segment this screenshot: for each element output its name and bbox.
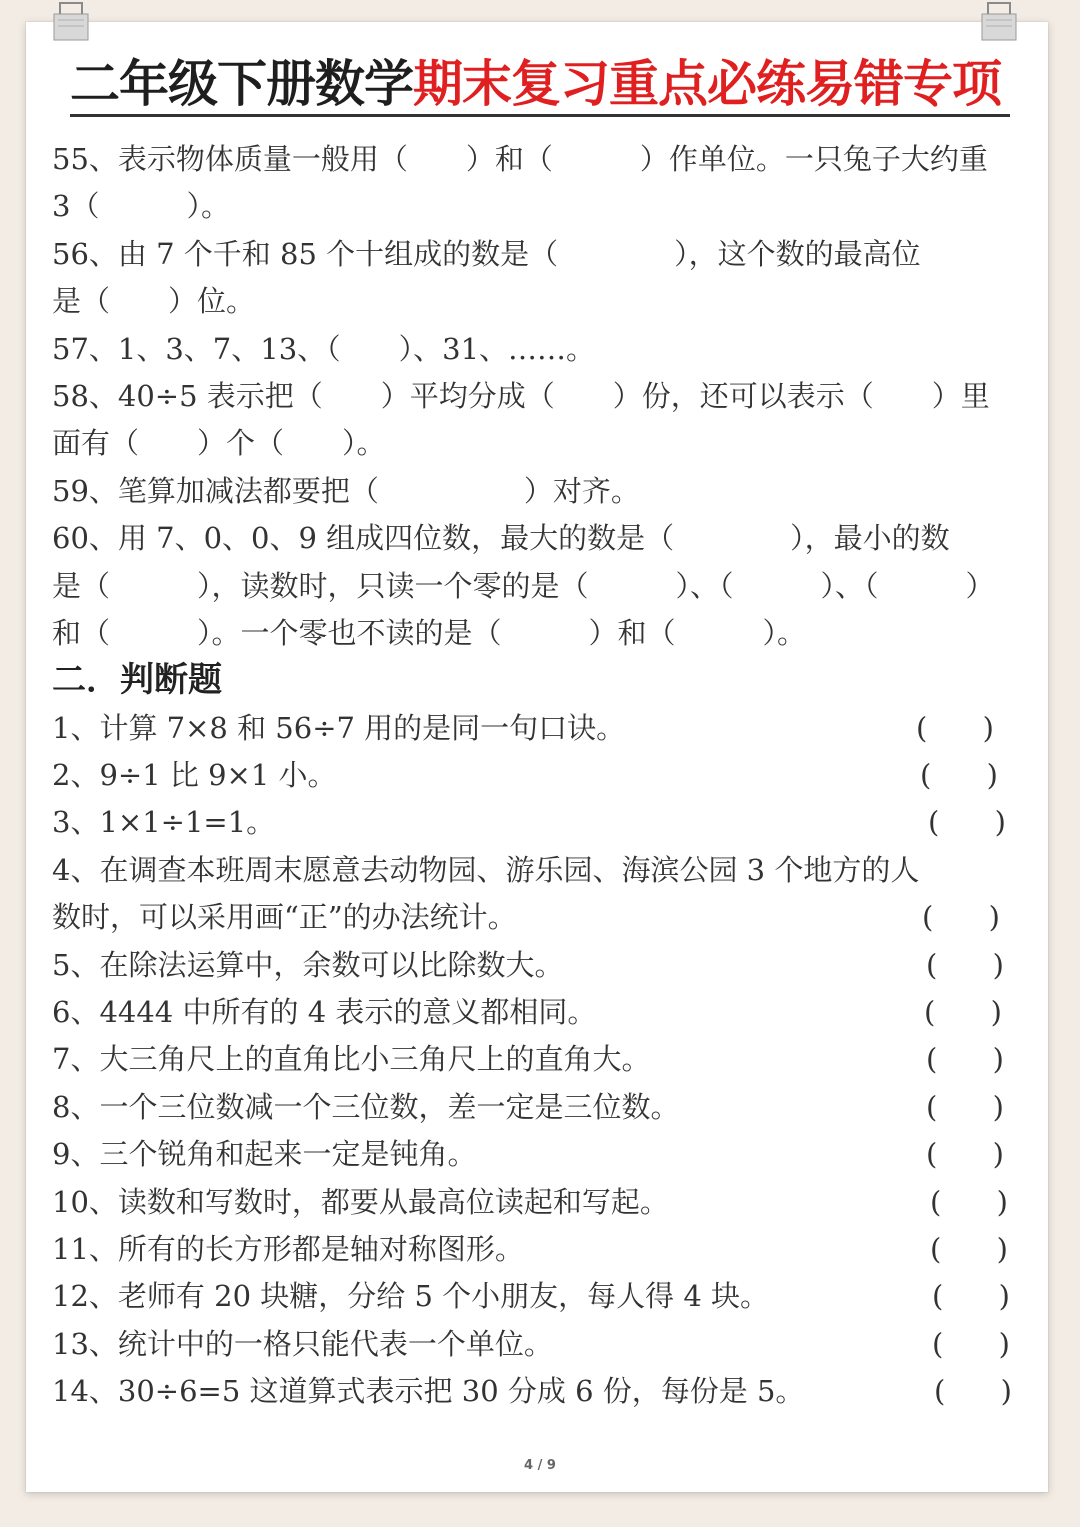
section-heading-judgement: 二．判断题 (52, 660, 222, 701)
answer-parentheses[interactable]: ( ) (926, 1137, 1004, 1172)
answer-parentheses[interactable]: ( ) (926, 1089, 1004, 1124)
answer-parentheses[interactable]: ( ) (930, 1231, 1008, 1266)
question-line: 是（ ），读数时，只读一个零的是（ ）、（ ）、（ ） (52, 568, 995, 603)
question-line: 55、表示物体质量一般用（ ）和（ ）作单位。一只兔子大约重 (52, 142, 988, 176)
judgement-text: 8、一个三位数减一个三位数，差一定是三位数。 (52, 1089, 680, 1124)
question-line: 和（ ）。一个零也不读的是（ ）和（ ）。 (52, 615, 807, 650)
answer-parentheses[interactable]: ( ) (920, 758, 998, 793)
judgement-text: 11、所有的长方形都是轴对称图形。 (52, 1231, 524, 1266)
answer-parentheses[interactable]: ( ) (916, 710, 994, 745)
judgement-item (52, 1131, 1028, 1178)
judgement-item (52, 799, 1028, 846)
question-line: 60、用 7、0、0、9 组成四位数，最大的数是（ ），最小的数 (52, 521, 950, 556)
page-title-grade: 二年级下册数学 (70, 55, 413, 113)
judgement-text: 10、读数和写数时，都要从最高位读起和写起。 (52, 1184, 669, 1219)
judgement-text: 3、1×1÷1=1。 (52, 805, 276, 840)
answer-parentheses[interactable]: ( ) (930, 1184, 1008, 1219)
page-title-topic: 期末复习重点必练易错专项 (413, 55, 1001, 113)
judgement-text: 14、30÷6=5 这道算式表示把 30 分成 6 份，每份是 5。 (52, 1374, 805, 1409)
answer-parentheses[interactable]: ( ) (926, 947, 1004, 982)
judgement-text: 数时，可以采用画“正”的办法统计。 (52, 900, 517, 935)
judgement-text: 4、在调查本班周末愿意去动物园、游乐园、海滨公园 3 个地方的人 (52, 852, 920, 887)
judgement-item (52, 989, 1028, 1036)
answer-parentheses[interactable]: ( ) (924, 995, 1002, 1030)
judgement-text: 1、计算 7×8 和 56÷7 用的是同一句口诀。 (52, 710, 626, 745)
judgement-text: 12、老师有 20 块糖，分给 5 个小朋友，每人得 4 块。 (52, 1279, 770, 1314)
question-line: 面有（ ）个（ ）。 (52, 426, 386, 461)
judgement-item (52, 1321, 1028, 1368)
judgement-item (52, 1179, 1028, 1226)
judgement-item (52, 894, 1028, 941)
question-line: 58、40÷5 表示把（ ）平均分成（ ）份，还可以表示（ ）里 (52, 378, 990, 413)
judgement-item (52, 1036, 1028, 1083)
question-line: 59、笔算加减法都要把（ ）对齐。 (52, 473, 640, 508)
answer-parentheses[interactable]: ( ) (932, 1326, 1010, 1361)
question-line: 57、1、3、7、13、（ ）、31、……。 (52, 331, 596, 366)
question-line: 是（ ）位。 (52, 284, 256, 319)
question-line: 56、由 7 个千和 85 个十组成的数是（ ），这个数的最高位 (52, 236, 921, 271)
judgement-text: 2、9÷1 比 9×1 小。 (52, 758, 337, 793)
answer-parentheses[interactable]: ( ) (926, 1042, 1004, 1077)
judgement-item (52, 1368, 1028, 1415)
judgement-item (52, 942, 1028, 989)
judgement-text: 5、在除法运算中，余数可以比除数大。 (52, 947, 564, 982)
judgement-text: 13、统计中的一格只能代表一个单位。 (52, 1326, 553, 1361)
judgement-text: 7、大三角尺上的直角比小三角尺上的直角大。 (52, 1042, 651, 1077)
answer-parentheses[interactable]: ( ) (932, 1279, 1010, 1314)
answer-parentheses[interactable]: ( ) (928, 805, 1006, 840)
worksheet-content (52, 136, 1028, 1416)
page-number: 4 / 9 (524, 1458, 556, 1473)
question-line: 3（ ）。 (52, 189, 230, 224)
binder-clip-icon (978, 0, 1020, 42)
judgement-item (52, 705, 1028, 752)
judgement-text: 9、三个锐角和起来一定是钝角。 (52, 1137, 477, 1172)
page-title (70, 52, 1010, 116)
judgement-item (52, 1084, 1028, 1131)
answer-parentheses[interactable]: ( ) (934, 1374, 1012, 1409)
binder-clip-icon (50, 0, 92, 42)
judgement-item (52, 752, 1028, 799)
judgement-item (52, 1226, 1028, 1273)
judgement-item (52, 847, 1028, 894)
title-underline (70, 114, 1010, 117)
judgement-text: 6、4444 中所有的 4 表示的意义都相同。 (52, 995, 597, 1030)
judgement-item (52, 1273, 1028, 1320)
answer-parentheses[interactable]: ( ) (922, 900, 1000, 935)
